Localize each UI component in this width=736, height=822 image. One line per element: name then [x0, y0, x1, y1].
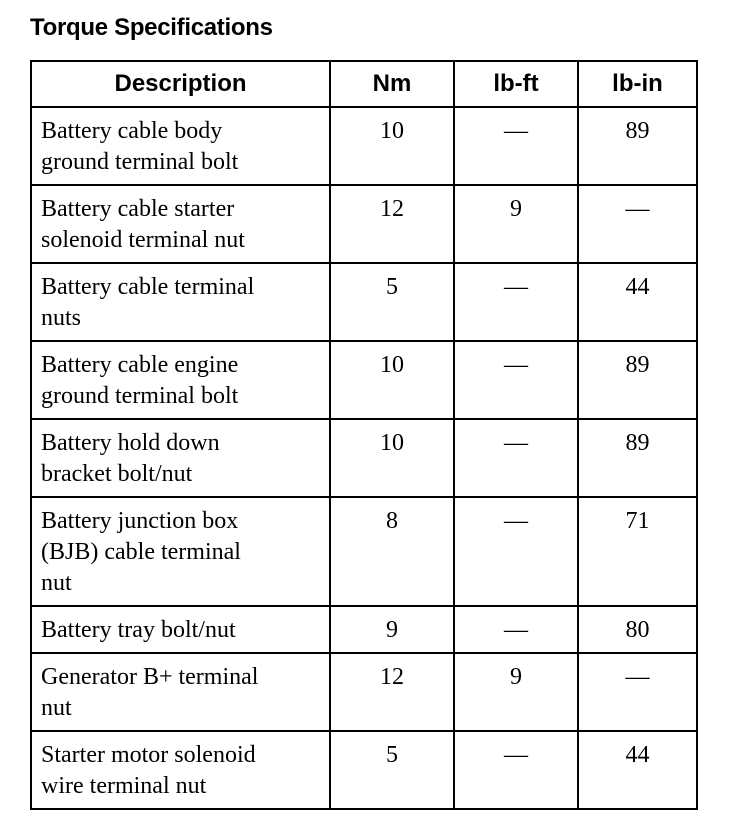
lb-ft-cell: —	[454, 263, 578, 341]
lb-in-cell: 71	[578, 497, 697, 606]
nm-cell: 12	[330, 185, 454, 263]
table-row	[31, 263, 697, 341]
description-cell	[31, 263, 330, 341]
description-line: nuts	[41, 305, 82, 331]
description-line: Battery hold down	[41, 430, 220, 456]
description-line: Battery cable engine	[41, 352, 239, 378]
table-row	[31, 185, 697, 263]
nm-cell: 8	[330, 497, 454, 606]
column-header-lb-ft: lb-ft	[454, 61, 578, 107]
lb-in-cell: 44	[578, 263, 697, 341]
lb-ft-cell: —	[454, 107, 578, 185]
nm-cell: 10	[330, 419, 454, 497]
description-line: wire terminal nut	[41, 773, 207, 799]
lb-in-cell: 89	[578, 107, 697, 185]
description-line: Battery cable terminal	[41, 274, 255, 300]
description-cell	[31, 497, 330, 606]
lb-ft-cell: —	[454, 606, 578, 653]
lb-ft-cell: —	[454, 497, 578, 606]
nm-cell: 5	[330, 263, 454, 341]
table-row	[31, 107, 697, 185]
lb-in-cell: 89	[578, 341, 697, 419]
table-header	[31, 61, 697, 107]
description-line: nut	[41, 695, 72, 721]
description-cell	[31, 341, 330, 419]
description-cell	[31, 185, 330, 263]
description-cell	[31, 606, 330, 653]
nm-cell: 5	[330, 731, 454, 809]
description-cell	[31, 653, 330, 731]
torque-spec-table	[30, 60, 698, 810]
description-line: (BJB) cable terminal	[41, 539, 241, 565]
description-line: Generator B+ terminal	[41, 664, 259, 690]
lb-ft-cell: 9	[454, 185, 578, 263]
table-body	[31, 107, 697, 809]
description-cell	[31, 107, 330, 185]
description-line: ground terminal bolt	[41, 149, 239, 175]
page-title: Torque Specifications	[30, 14, 273, 41]
description-line: Battery tray bolt/nut	[41, 617, 236, 643]
column-header-lb-in: lb-in	[578, 61, 697, 107]
nm-cell: 10	[330, 107, 454, 185]
description-cell	[31, 419, 330, 497]
description-line: nut	[41, 570, 72, 596]
column-header-description: Description	[31, 61, 330, 107]
description-line: Starter motor solenoid	[41, 742, 256, 768]
description-line: Battery junction box	[41, 508, 239, 534]
lb-ft-cell: —	[454, 731, 578, 809]
nm-cell: 10	[330, 341, 454, 419]
lb-in-cell: 89	[578, 419, 697, 497]
nm-cell: 9	[330, 606, 454, 653]
description-line: Battery cable starter	[41, 196, 235, 222]
description-line: solenoid terminal nut	[41, 227, 245, 253]
description-line: Battery cable body	[41, 118, 223, 144]
lb-in-cell: 44	[578, 731, 697, 809]
lb-in-cell: —	[578, 653, 697, 731]
lb-ft-cell: —	[454, 419, 578, 497]
description-line: ground terminal bolt	[41, 383, 239, 409]
table-row	[31, 341, 697, 419]
header-row	[31, 61, 697, 107]
table-row	[31, 606, 697, 653]
nm-cell: 12	[330, 653, 454, 731]
table-row	[31, 497, 697, 606]
lb-in-cell: 80	[578, 606, 697, 653]
lb-in-cell: —	[578, 185, 697, 263]
table-row	[31, 653, 697, 731]
lb-ft-cell: 9	[454, 653, 578, 731]
description-cell	[31, 731, 330, 809]
table-row	[31, 731, 697, 809]
description-line: bracket bolt/nut	[41, 461, 193, 487]
table-row	[31, 419, 697, 497]
lb-ft-cell: —	[454, 341, 578, 419]
column-header-nm: Nm	[330, 61, 454, 107]
